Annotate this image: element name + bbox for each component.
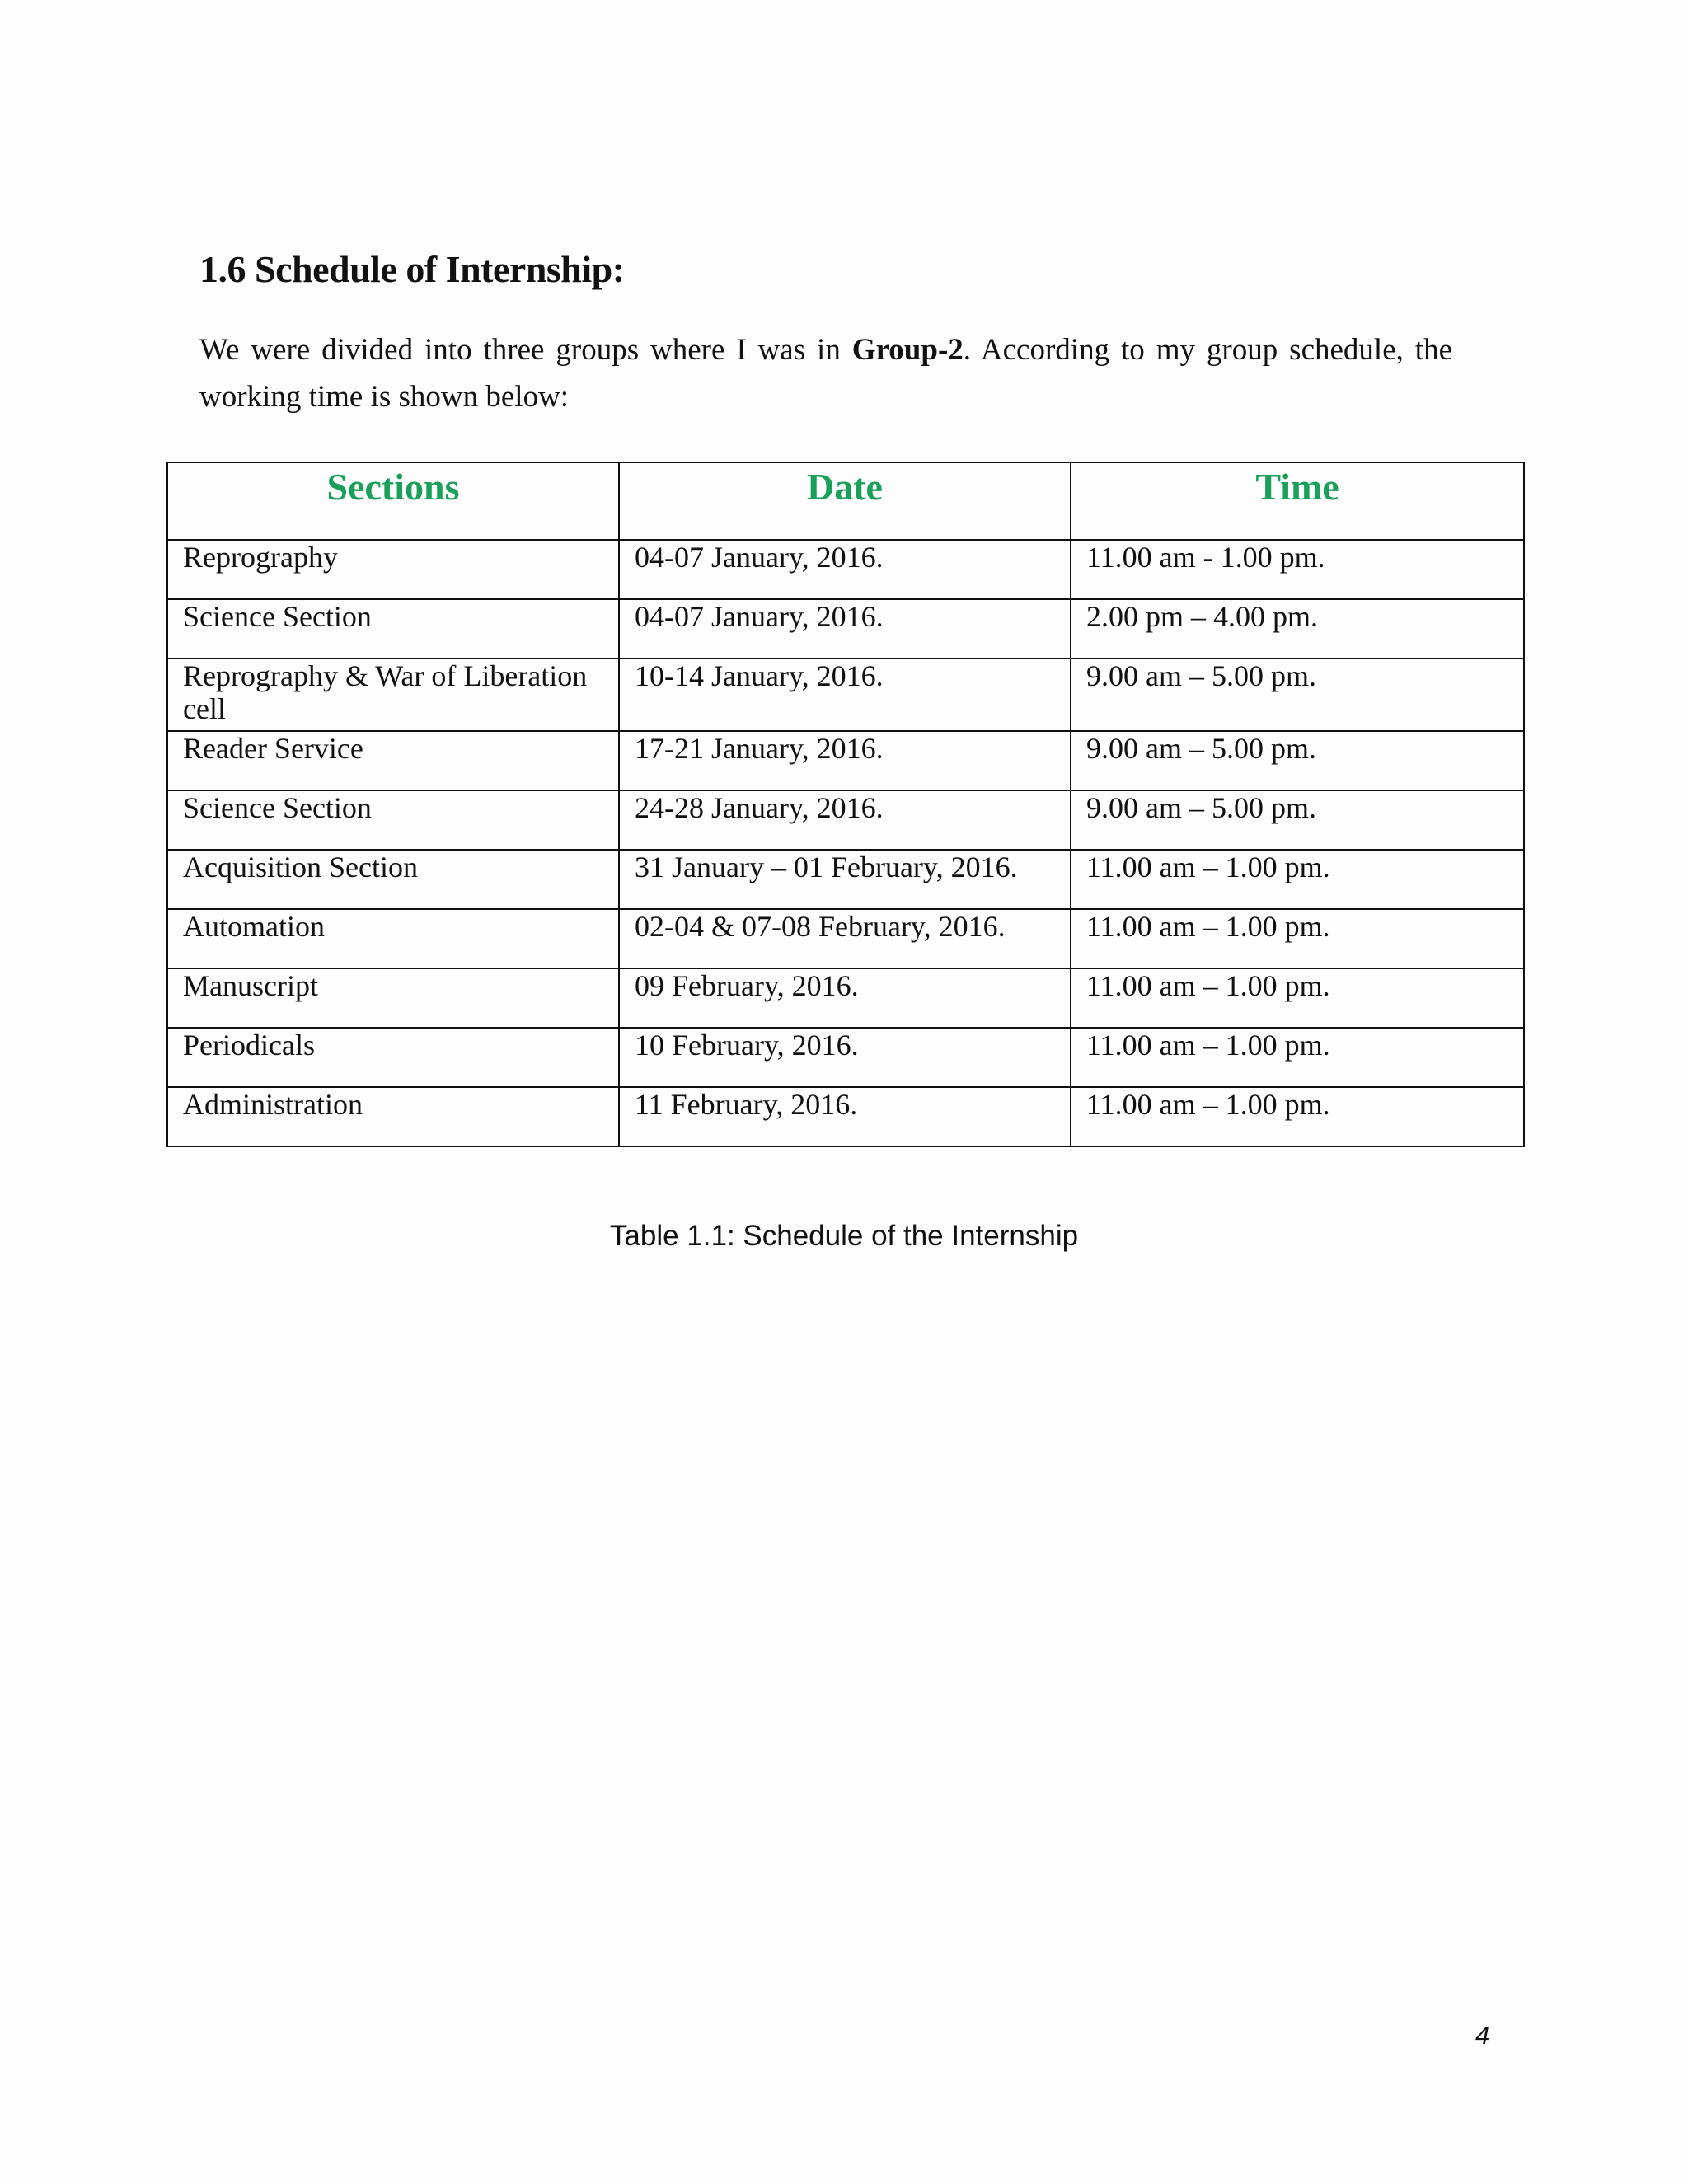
cell-date: 11 February, 2016. [619,1087,1071,1146]
table-row [167,540,1524,599]
cell-time: 11.00 am – 1.00 pm. [1071,909,1524,968]
cell-date: 02-04 & 07-08 February, 2016. [619,909,1071,968]
table-row [167,1028,1524,1087]
cell-section: Reader Service [167,731,619,790]
cell-time: 11.00 am – 1.00 pm. [1071,1028,1524,1087]
cell-date: 31 January – 01 February, 2016. [619,850,1071,909]
table-row [167,731,1524,790]
cell-time: 11.00 am – 1.00 pm. [1071,968,1524,1028]
header-sections: Sections [167,462,619,540]
intro-text-start: We were divided into three groups where I was in [199,333,852,367]
section-heading: 1.6 Schedule of Internship: [199,248,625,290]
table-row [167,658,1524,731]
cell-time: 9.00 am – 5.00 pm. [1071,731,1524,790]
cell-section: Periodicals [167,1028,619,1087]
cell-time: 9.00 am – 5.00 pm. [1071,790,1524,850]
cell-date: 24-28 January, 2016. [619,790,1071,850]
cell-time: 9.00 am – 5.00 pm. [1071,658,1524,731]
cell-date: 10-14 January, 2016. [619,658,1071,731]
cell-date: 10 February, 2016. [619,1028,1071,1087]
cell-date: 09 February, 2016. [619,968,1071,1028]
cell-time: 11.00 am - 1.00 pm. [1071,540,1524,599]
intro-paragraph [199,326,1452,420]
header-date: Date [619,462,1071,540]
cell-section: Science Section [167,599,619,658]
table-row [167,1087,1524,1146]
cell-section: Automation [167,909,619,968]
table-row [167,599,1524,658]
cell-section: Science Section [167,790,619,850]
intro-text-end: . According to my group schedule, the working time is shown below: [199,333,1452,414]
table-header-row [167,462,1524,540]
header-time: Time [1071,462,1524,540]
table-row [167,850,1524,909]
page-number: 4 [1475,2021,1490,2050]
cell-section: Reprography & War of Liberation cell [167,658,619,731]
table-row [167,909,1524,968]
cell-time: 11.00 am – 1.00 pm. [1071,850,1524,909]
cell-section: Acquisition Section [167,850,619,909]
schedule-table [166,462,1525,1147]
cell-date: 04-07 January, 2016. [619,540,1071,599]
intro-group-bold: Group-2 [851,333,964,367]
table-row [167,790,1524,850]
cell-time: 11.00 am – 1.00 pm. [1071,1087,1524,1146]
cell-date: 04-07 January, 2016. [619,599,1071,658]
cell-time: 2.00 pm – 4.00 pm. [1071,599,1524,658]
cell-date: 17-21 January, 2016. [619,731,1071,790]
cell-section: Administration [167,1087,619,1146]
cell-section: Manuscript [167,968,619,1028]
table-caption: Table 1.1: Schedule of the Internship [609,1220,1079,1252]
cell-section: Reprography [167,540,619,599]
table-row [167,968,1524,1028]
